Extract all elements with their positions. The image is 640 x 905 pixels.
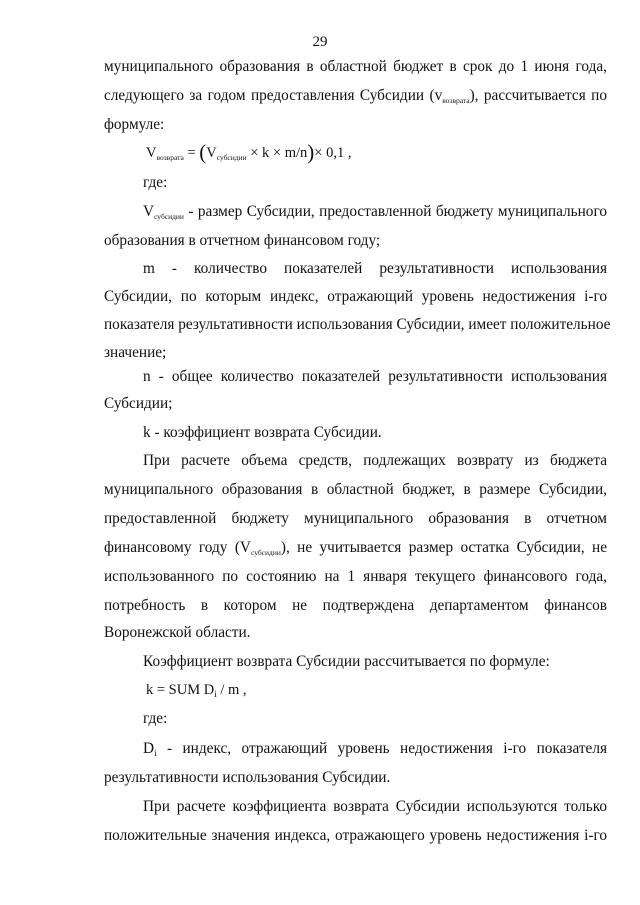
text-line: муниципального образования в областной бюджет, в размере Субсидии, [104, 481, 607, 498]
text-line: Коэффициент возврата Субсидии рассчитывается по формуле: [143, 653, 550, 670]
definition-m: m - количество показателей результативности использования [143, 260, 607, 277]
text-line: формуле: [104, 116, 165, 133]
text-line: положительные значения индекса, отражающего уровень недостижения i-го [104, 827, 607, 844]
definition-v-subsidy: Vсубсидии - размер Субсидии, предоставленной бюджету муниципального [143, 203, 607, 221]
text-line: финансовому году (Vсубсидии), не учитывается размер остатка Субсидии, не [104, 539, 608, 557]
definition-n: n - общее количество показателей результативности использования [143, 368, 607, 385]
text-line: Субсидии; [104, 395, 173, 412]
text-line: использованного по состоянию на 1 января текущего финансового года, [104, 568, 607, 585]
text-line: Воронежской области. [104, 624, 251, 641]
text-line: потребность в котором не подтверждена департаментом финансов [104, 597, 607, 614]
text-line: результативности использования Субсидии. [104, 769, 391, 786]
where-label: где: [143, 174, 168, 191]
page-number: 29 [312, 34, 328, 50]
text-line: показателя результативности использования Субсидии, имеет положительное [104, 316, 611, 333]
definition-k: k - коэффициент возврата Субсидии. [143, 424, 382, 441]
definition-d: Di - индекс, отражающий уровень недостижения i-го показателя [143, 740, 607, 758]
text-line: Субсидии, по которым индекс, отражающий уровень недостижения i-го [104, 288, 607, 305]
text-line: предоставленной бюджету муниципального образования в отчетном [104, 510, 607, 527]
text-line: следующего за годом предоставления Субсидии (vвозврата), рассчитывается по [104, 87, 607, 105]
text-line: При расчете объема средств, подлежащих возврату из бюджета [143, 452, 607, 469]
text-line: муниципального образования в областной бюджет в срок до 1 июня года, [104, 58, 607, 75]
formula-return-volume: $V_{возврата} = (V_{субсидии} \times k \times m/n)\times 0,1$ , [146, 140, 352, 164]
text-line: значение; [104, 344, 167, 361]
where-label: где: [143, 710, 168, 727]
text-line: образования в отчетном финансовом году; [104, 232, 381, 249]
text-line: При расчете коэффициента возврата Субсидии используются только [143, 798, 607, 815]
formula-coefficient: k = SUM $D_i$ / m , [146, 682, 247, 699]
